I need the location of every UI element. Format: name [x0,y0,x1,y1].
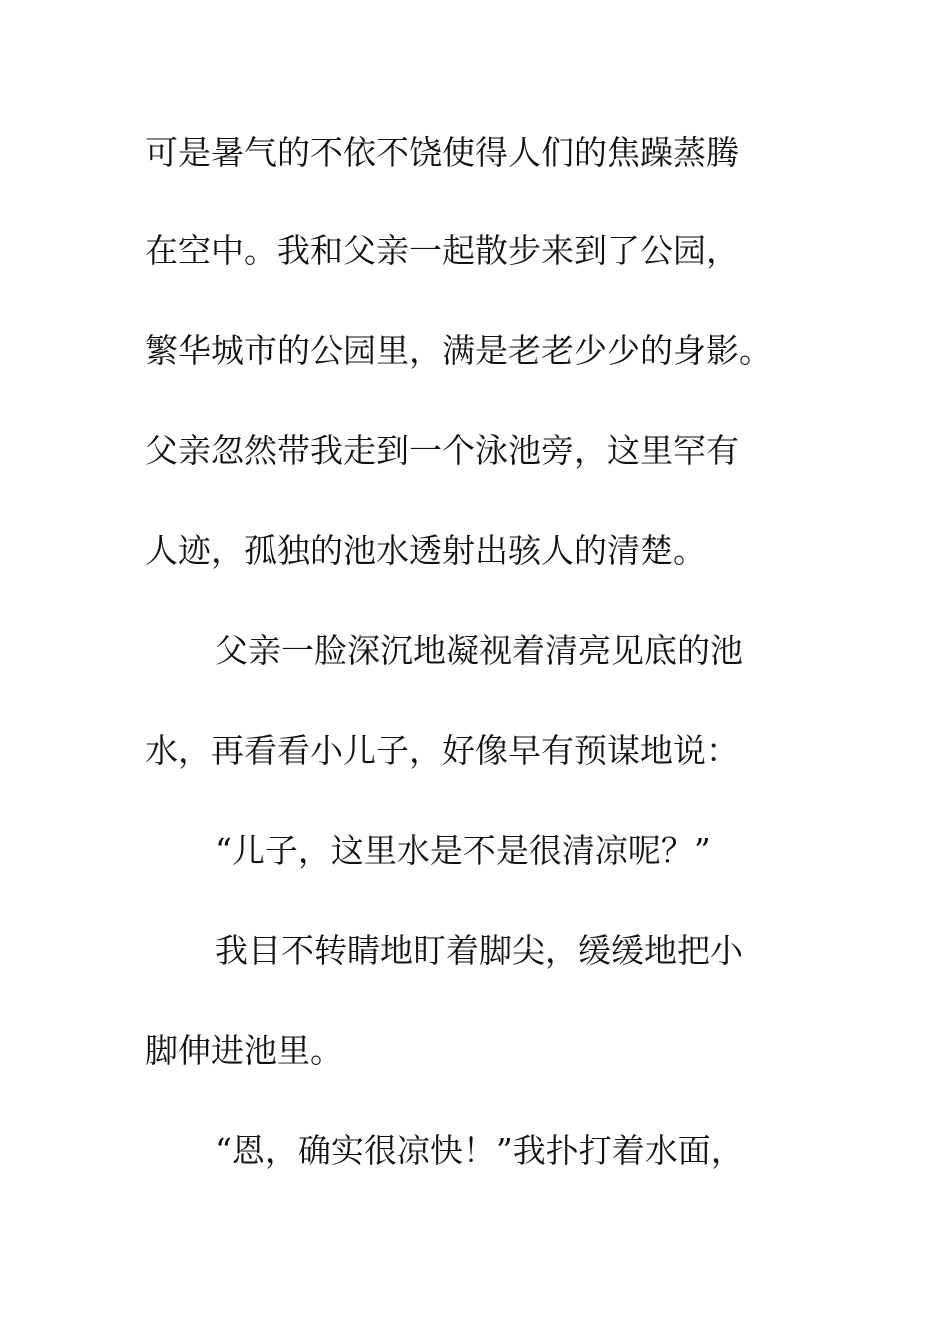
dialogue-line: “恩，确实很凉快！”我扑打着水面， [215,1131,744,1170]
text-line: 水，再看看小儿子，好像早有预谋地说： [145,731,739,770]
text-line: 人迹，孤独的池水透射出骇人的清楚。 [145,531,706,570]
text-line: 父亲忽然带我走到一个泳池旁，这里罕有 [145,431,739,470]
text-line: 繁华城市的公园里，满是老老少少的身影。 [145,331,772,370]
paragraph-first-line: 我目不转睛地盯着脚尖，缓缓地把小 [215,931,743,970]
dialogue-line: “儿子，这里水是不是很清凉呢？” [215,831,711,870]
text-line: 在空中。我和父亲一起散步来到了公园， [145,231,739,270]
paragraph-first-line: 父亲一脸深沉地凝视着清亮见底的池 [215,631,743,670]
text-line: 脚伸进池里。 [145,1031,343,1070]
text-line: 可是暑气的不依不饶使得人们的焦躁蒸腾 [145,133,739,172]
